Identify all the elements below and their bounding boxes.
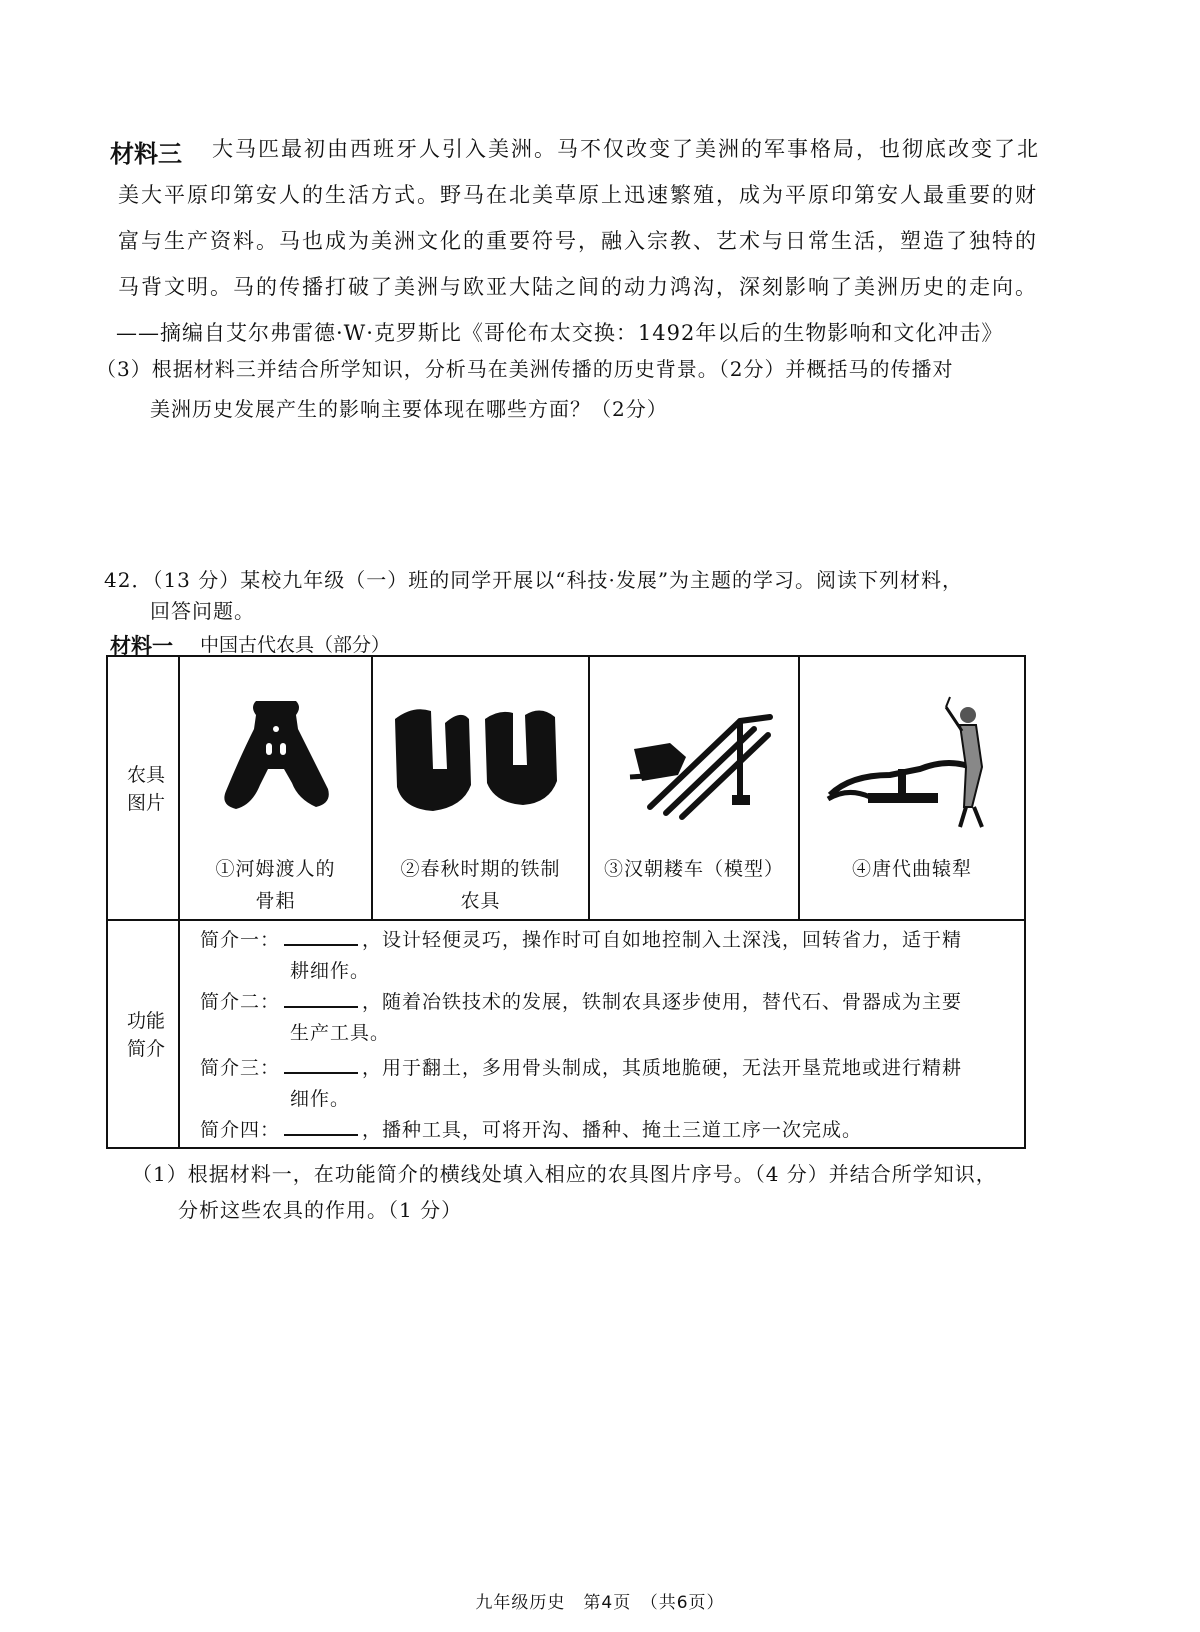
material3-line-4: 马背文明。马的传播打破了美洲与欧亚大陆之间的动力鸿沟，深刻影响了美洲历史的走向。 [118,275,1038,299]
question42-line-1: 42．（13 分）某校九年级（一）班的同学开展以“科技·发展”为主题的学习。阅读下列材料， [104,568,964,592]
material3-source: ——摘编自艾尔弗雷德·W·克罗斯比《哥伦布太交换：1492年以后的生物影响和文化冲击》 [116,321,1004,345]
function-intro-3: 简介三： ，用于翻土，多用骨头制成，其质地脆硬，无法开垦荒地或进行精耕 [200,1053,962,1084]
row-header-functions: 功能 简介 [126,1010,165,1060]
answer-blank-2[interactable] [284,988,358,1008]
tool-caption-2: ②春秋时期的铁制 农具 [400,858,561,912]
function-intro-1: 简介一： ，设计轻便灵巧，操作时可自如地控制入土深浅，回转省力，适于精 [200,925,962,956]
tool-cell-1 [180,657,371,919]
tool-caption-3: ③汉朝耧车（模型） [603,858,784,880]
material3-line-2: 美大平原印第安人的生活方式。野马在北美草原上迅速繁殖，成为平原印第安人最重要的财 [118,183,1038,207]
tool-caption-4: ④唐代曲辕犁 [851,858,972,880]
seed-drill-icon [590,657,798,857]
material3-line-3: 富与生产资料。马也成为美洲文化的重要符号，融入宗教、艺术与日常生活，塑造了独特的 [118,229,1038,253]
tool-caption-1: ①河姆渡人的 骨耜 [215,858,336,912]
function-intro-1-cont: 耕细作。 [290,960,371,982]
material1-title: 中国古代农具（部分） [200,634,391,656]
page-footer: 九年级历史 第4页 （共6页） [475,1593,725,1613]
function-intro-3-cont: 细作。 [290,1088,351,1110]
material1-label: 材料一 [110,633,173,658]
question3-line-1: （3）根据材料三并结合所学知识，分析马在美洲传播的历史背景。（2分）并概括马的传播对 [96,357,954,381]
tool-cell-3 [590,657,798,919]
material3-label: 材料三 [110,139,182,168]
answer-blank-4[interactable] [284,1116,358,1136]
answer-blank-3[interactable] [284,1054,358,1074]
function-intro-4: 简介四： ，播种工具，可将开沟、播种、掩土三道工序一次完成。 [200,1115,862,1146]
curved-plough-icon [800,657,1024,857]
answer-blank-1[interactable] [284,926,358,946]
tool-cell-4 [800,657,1024,919]
question42-line-2: 回答问题。 [150,599,255,623]
function-intro-2-cont: 生产工具。 [290,1022,391,1044]
farm-tools-table [106,655,1026,1149]
bone-spade-icon [180,657,371,857]
iron-tools-icon [373,657,588,857]
material3-line-1: 大马匹最初由西班牙人引入美洲。马不仅改变了美洲的军事格局，也彻底改变了北 [212,137,1040,161]
function-intro-2: 简介二： ，随着冶铁技术的发展，铁制农具逐步使用，替代石、骨器成为主要 [200,987,962,1018]
question1-line-1: （1）根据材料一，在功能简介的横线处填入相应的农具图片序号。（4 分）并结合所学知识， [132,1162,997,1186]
row-header-pictures: 农具 图片 [126,764,165,814]
tool-cell-2 [373,657,588,919]
question1-line-2: 分析这些农具的作用。（1 分） [178,1198,463,1222]
question3-line-2: 美洲历史发展产生的影响主要体现在哪些方面？（2分） [150,397,668,421]
